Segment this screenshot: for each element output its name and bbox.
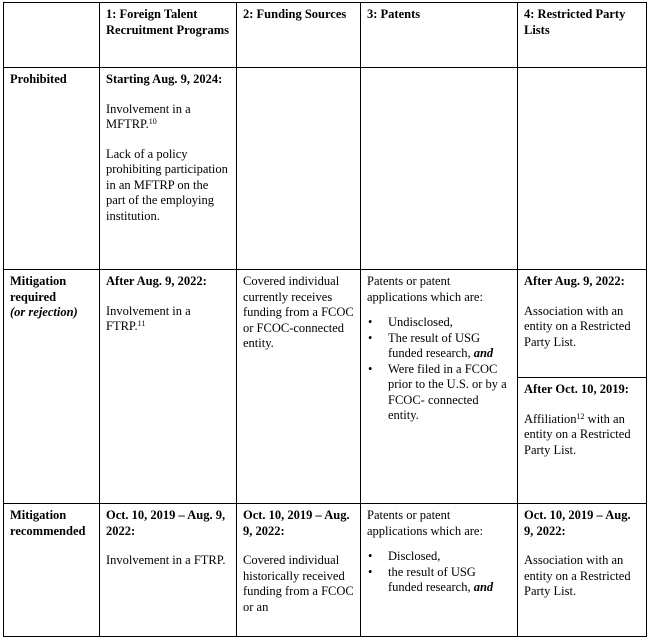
list-item: • Were filed in a FCOC prior to the U.S. or by a FCOC- connected entity. — [388, 362, 511, 424]
recommended-funding-text: Covered individual historically received funding from a FCOC or an — [243, 553, 354, 614]
required-funding-text: Covered individual currently receives funding from a FCOC or FCOC-connected entity. — [243, 274, 354, 350]
required-restricted-sub-2022 — [518, 270, 646, 378]
footnote-ref: 10 — [148, 117, 157, 126]
footnote-ref: 12 — [576, 411, 585, 421]
recommended-date: Oct. 10, 2019 – Aug. 9, 2022: — [106, 508, 226, 538]
row-mitigation-required — [4, 270, 647, 504]
recommended-restricted-date: Oct. 10, 2019 – Aug. 9, 2022: — [524, 508, 631, 538]
recommended-patents-list — [367, 549, 511, 596]
header-restricted-party-lists: 4: Restricted Party Lists — [518, 3, 647, 68]
required-restricted-text-2: Affiliation$^{12}$ with an entity on a Restricted Party List. — [524, 411, 631, 457]
recommended-funding-date: Oct. 10, 2019 – Aug. 9, 2022: — [243, 508, 350, 538]
required-restricted-text-1: Association with an entity on a Restricted Party List. — [524, 303, 631, 349]
cell-prohibited-foreign-talent — [100, 68, 237, 270]
prohibited-item-2: Lack of a policy prohibiting participation in an MFTRP on the part of the employing institution. — [106, 146, 228, 223]
cell-recommended-patents — [361, 504, 518, 637]
cell-required-funding-sources — [237, 270, 361, 504]
header-funding-sources: 2: Funding Sources — [237, 3, 361, 68]
list-item: • the result of USG funded research, and — [388, 565, 511, 596]
prohibited-item-1: Involvement in a MFTRP.$^{10}$ — [106, 101, 191, 131]
prohibited-date: Starting Aug. 9, 2024: — [106, 72, 223, 86]
cell-prohibited-patents — [361, 68, 518, 270]
recommended-patents-intro: Patents or patent applications which are: — [367, 508, 483, 538]
cell-required-foreign-talent — [100, 270, 237, 504]
recommended-text: Involvement in a FTRP. — [106, 553, 226, 567]
cell-prohibited-funding-sources — [237, 68, 361, 270]
row-label-mitigation-recommended: Mitigation recommended — [4, 504, 100, 637]
row-label-mitigation-required: Mitigation required (or rejection) — [4, 270, 100, 504]
header-corner-cell — [4, 3, 100, 68]
cell-prohibited-restricted-party — [518, 68, 647, 270]
required-patents-intro: Patents or patent applications which are: — [367, 274, 483, 304]
list-item: • Disclosed, — [388, 549, 511, 565]
cell-required-restricted-party — [518, 270, 647, 504]
required-restricted-sub-2019 — [518, 378, 646, 458]
cell-required-patents — [361, 270, 518, 504]
cell-recommended-foreign-talent — [100, 504, 237, 637]
header-foreign-talent: 1: Foreign Talent Recruitment Programs — [100, 3, 237, 68]
footnote-ref: 11 — [137, 319, 146, 328]
row-mitigation-recommended — [4, 504, 647, 637]
header-patents: 3: Patents — [361, 3, 518, 68]
list-item: • Undisclosed, — [388, 315, 511, 331]
required-text: Involvement in a FTRP.$^{11}$ — [106, 303, 191, 333]
cell-recommended-restricted-party — [518, 504, 647, 637]
recommended-restricted-text: Association with an entity on a Restricted Party List. — [524, 553, 631, 598]
list-item: • The result of USG funded research, and — [388, 331, 511, 362]
required-restricted-date-2: After Oct. 10, 2019: — [524, 382, 629, 396]
risk-matrix-table — [3, 2, 647, 637]
row-prohibited — [4, 68, 647, 270]
cell-recommended-funding-sources — [237, 504, 361, 637]
required-date: After Aug. 9, 2022: — [106, 274, 207, 288]
row-label-prohibited: Prohibited — [4, 68, 100, 270]
required-patents-list — [367, 315, 511, 424]
row-label-note: (or rejection) — [10, 305, 78, 319]
header-row — [4, 3, 647, 68]
required-restricted-date-1: After Aug. 9, 2022: — [524, 274, 625, 288]
